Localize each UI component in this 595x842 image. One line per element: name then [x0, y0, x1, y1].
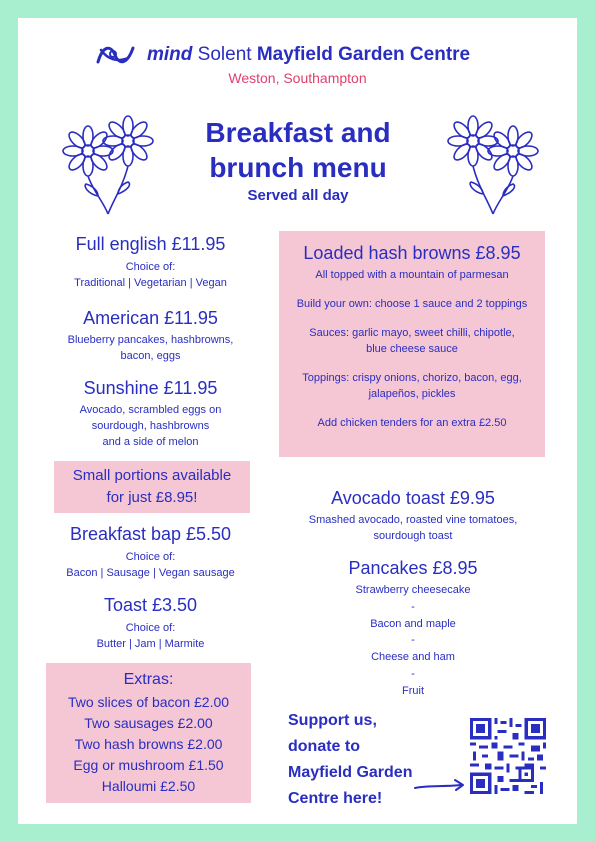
small-portions-box: [54, 461, 250, 513]
item-title: Full english £11.95: [75, 234, 226, 254]
item-title: Sunshine £11.95: [83, 378, 218, 398]
item-avocado-toast: [283, 488, 543, 544]
pancake-option: Fruit: [402, 684, 424, 697]
item-desc-line: Add chicken tenders for an extra £2.50: [317, 417, 507, 429]
served-all-day: Served all day: [247, 187, 349, 204]
support-line: Support us,: [288, 712, 377, 729]
item-desc-line: Bacon | Sausage | Vegan sausage: [66, 567, 235, 579]
menu-title-line2: brunch menu: [209, 152, 387, 183]
item-desc-line: All topped with a mountain of parmesan: [315, 269, 509, 281]
item-title: Avocado toast £9.95: [331, 488, 495, 508]
item-desc-line: Butter | Jam | Marmite: [96, 638, 205, 650]
item-desc-line: jalapeños, pickles: [368, 388, 456, 400]
item-title: Toast £3.50: [103, 595, 198, 615]
item-desc-line: Avocado, scrambled eggs on: [79, 404, 222, 416]
menu-title: [138, 115, 458, 185]
item-desc-line: sourdough, hashbrowns: [91, 420, 210, 432]
menu-page: [18, 18, 577, 824]
item-desc-line: Blueberry pancakes, hashbrowns,: [67, 334, 234, 346]
item-title: American £11.95: [83, 308, 218, 328]
extras-item: Two hash browns £2.00: [74, 736, 223, 752]
support-line: Centre here!: [288, 790, 383, 807]
support-line: donate to: [288, 738, 360, 755]
item-desc-line: Smashed avocado, roasted vine tomatoes,: [308, 514, 518, 526]
item-desc-line: bacon, eggs: [120, 350, 181, 362]
pancake-option: Bacon and maple: [370, 617, 456, 630]
support-donate-text: [288, 708, 412, 812]
option-separator: -: [411, 667, 415, 680]
item-desc-line: Build your own: choose 1 sauce and 2 toppings: [296, 298, 528, 310]
item-desc-line: Choice of:: [125, 261, 176, 273]
item-desc-line: Choice of:: [125, 622, 176, 634]
extras-item: Two sausages £2.00: [84, 715, 213, 731]
item-title: Pancakes £8.95: [348, 558, 478, 578]
small-portions-line1: Small portions available: [72, 467, 232, 484]
item-title: Loaded hash browns £8.95: [303, 243, 521, 263]
item-desc-line: sourdough toast: [373, 530, 453, 542]
item-title: Breakfast bap £5.50: [69, 524, 232, 544]
item-desc-line: Sauces: garlic mayo, sweet chilli, chipotle,: [309, 327, 515, 339]
item-sunshine: [43, 378, 258, 450]
pancake-option: Strawberry cheesecake: [355, 584, 471, 596]
item-pancakes: [283, 558, 543, 700]
arrow-right-icon: [413, 775, 468, 795]
pancake-option: Cheese and ham: [371, 651, 455, 664]
extras-item: Egg or mushroom £1.50: [73, 757, 224, 773]
location: Weston, Southampton: [228, 70, 367, 86]
logo-word: mind: [147, 44, 193, 65]
item-desc-line: blue cheese sauce: [366, 343, 458, 355]
extras-item: Halloumi £2.50: [101, 778, 196, 794]
flower-illustration-right: [443, 106, 543, 216]
item-breakfast-bap: [43, 524, 258, 581]
donate-qr-code[interactable]: [470, 718, 546, 794]
option-separator: -: [411, 600, 415, 613]
extras-box: [46, 663, 251, 803]
item-american: [43, 308, 258, 364]
item-toast: [43, 595, 258, 652]
extras-item: Two slices of bacon £2.00: [67, 694, 230, 710]
extras-title: Extras:: [123, 671, 174, 688]
item-desc-line: Toppings: crispy onions, chorizo, bacon, egg,: [302, 372, 522, 384]
logo-org: Solent: [197, 44, 252, 65]
option-separator: -: [411, 634, 415, 647]
item-desc-line: and a side of melon: [102, 436, 199, 448]
small-portions-line2: for just £8.95!: [106, 489, 198, 506]
menu-title-line1: Breakfast and: [205, 117, 391, 148]
item-full-english: [43, 234, 258, 291]
mind-logo: [93, 40, 470, 70]
loaded-hash-browns-box: [279, 231, 545, 457]
support-line: Mayfield Garden: [288, 764, 413, 781]
item-desc-line: Traditional | Vegetarian | Vegan: [74, 277, 227, 289]
venue-name: Mayfield Garden Centre: [256, 44, 471, 65]
item-desc-line: Choice of:: [125, 551, 176, 563]
mind-logo-icon: [93, 40, 143, 70]
